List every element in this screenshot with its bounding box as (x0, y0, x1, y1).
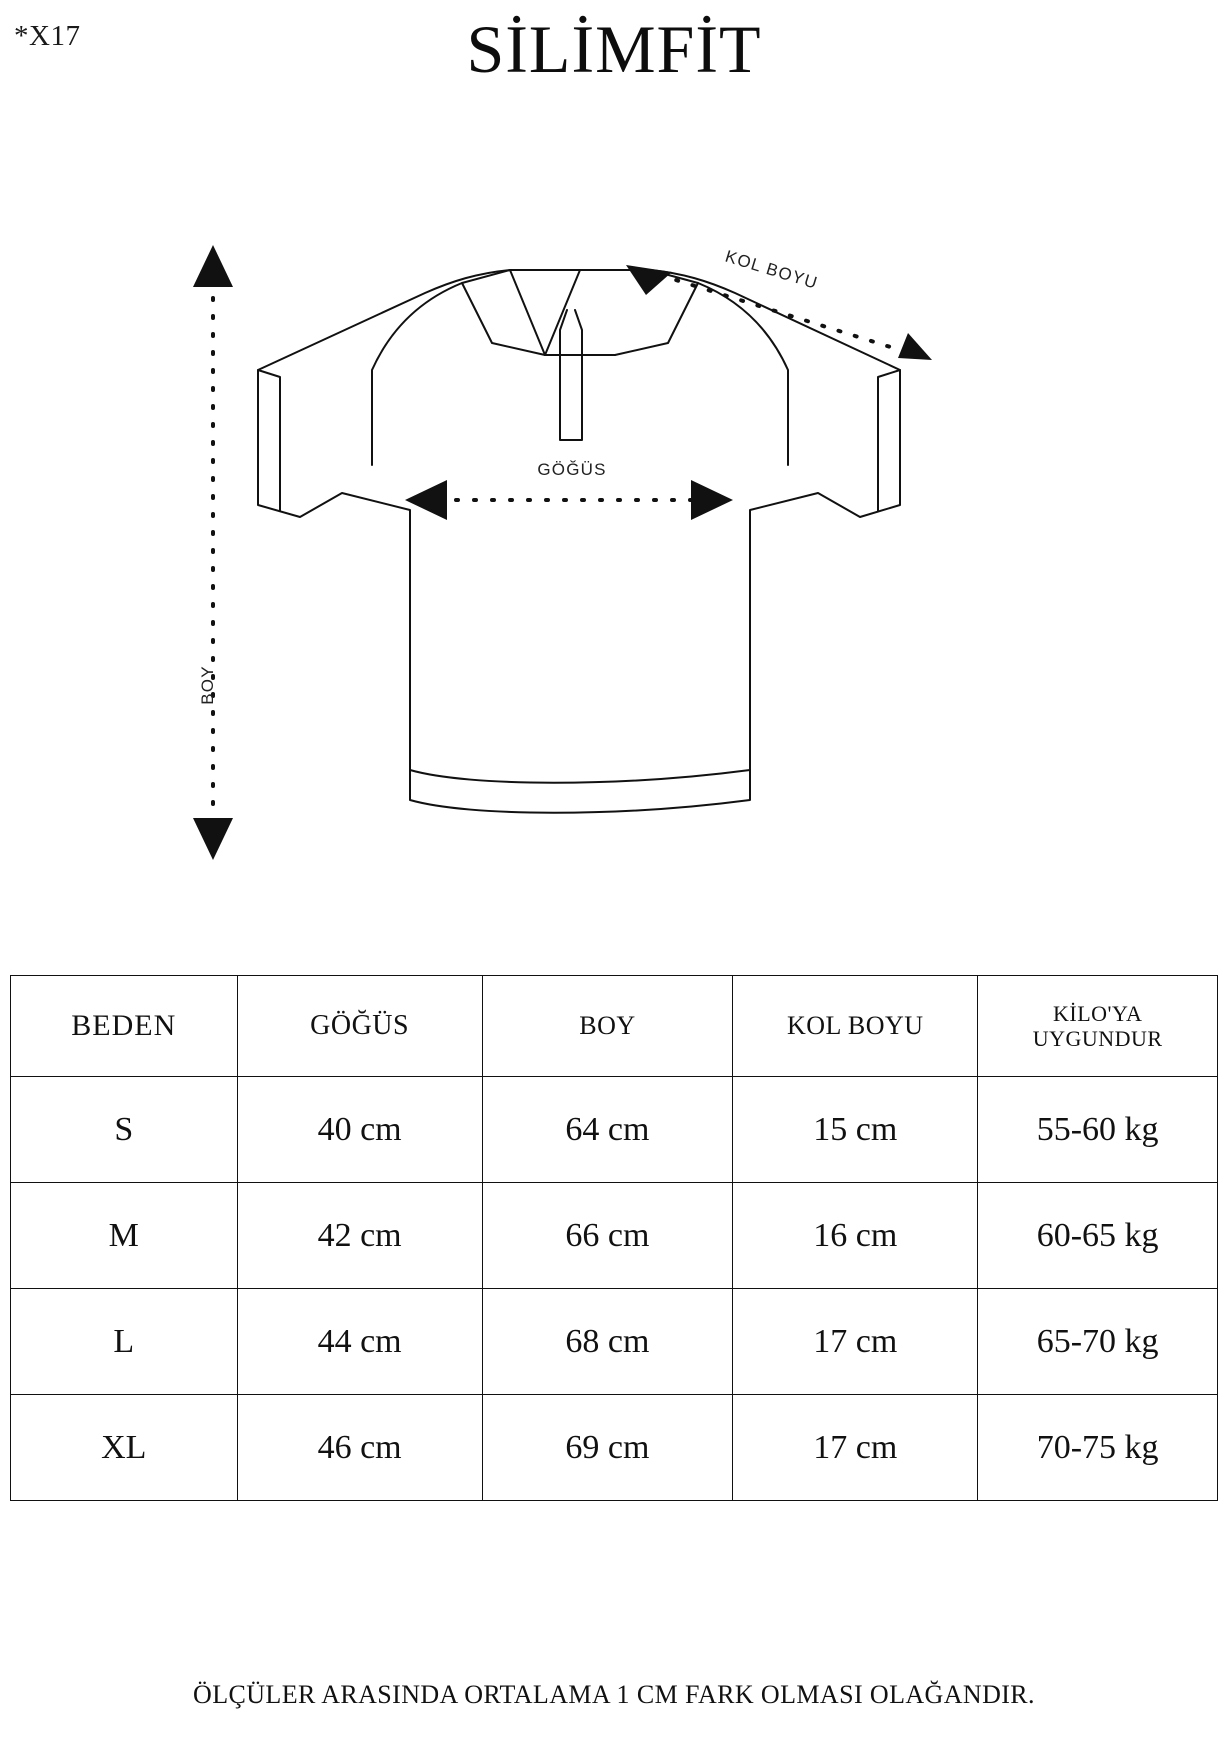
cell-chest: 40 cm (237, 1077, 482, 1183)
cell-weight: 60-65 kg (978, 1183, 1218, 1289)
cell-length: 64 cm (482, 1077, 733, 1183)
column-header-weight-line2: UYGUNDUR (1032, 1026, 1163, 1051)
product-code: *X17 (14, 20, 81, 52)
cell-chest: 44 cm (237, 1289, 482, 1395)
table-row (11, 1395, 1218, 1501)
bottom-hem (410, 770, 750, 783)
column-header-weight (978, 976, 1218, 1077)
length-dimension (193, 245, 233, 860)
size-table (10, 975, 1218, 1501)
cell-sleeve: 17 cm (733, 1395, 978, 1501)
page-title: SİLİMFİT (466, 11, 762, 87)
cell-sleeve: 16 cm (733, 1183, 978, 1289)
cell-chest: 46 cm (237, 1395, 482, 1501)
cell-size: S (11, 1077, 238, 1183)
cell-length: 69 cm (482, 1395, 733, 1501)
table-row (11, 1183, 1218, 1289)
cuff-left (258, 370, 280, 511)
cell-length: 66 cm (482, 1183, 733, 1289)
table-header-row (11, 976, 1218, 1077)
cell-size: L (11, 1289, 238, 1395)
cell-weight: 65-70 kg (978, 1289, 1218, 1395)
cell-sleeve: 17 cm (733, 1289, 978, 1395)
length-label: BOY (198, 665, 217, 705)
cell-length: 68 cm (482, 1289, 733, 1395)
column-header-chest: GÖĞÜS (237, 976, 482, 1077)
table-row (11, 1289, 1218, 1395)
chest-label: GÖĞÜS (537, 460, 607, 479)
button-placket (560, 310, 582, 440)
chest-dimension (405, 460, 733, 520)
column-header-sleeve: KOL BOYU (733, 976, 978, 1077)
cuff-right (878, 370, 900, 511)
cell-sleeve: 15 cm (733, 1077, 978, 1183)
cell-weight: 70-75 kg (978, 1395, 1218, 1501)
cell-weight: 55-60 kg (978, 1077, 1218, 1183)
size-diagram (0, 225, 1228, 945)
table-row (11, 1077, 1218, 1183)
size-table-container (10, 975, 1218, 1501)
column-header-size: BEDEN (11, 976, 238, 1077)
table-footnote: ÖLÇÜLER ARASINDA ORTALAMA 1 CM FARK OLMASI OLAĞANDIR. (193, 1680, 1035, 1709)
sleeve-label: KOL BOYU (722, 246, 821, 293)
column-header-length: BOY (482, 976, 733, 1077)
cell-size: XL (11, 1395, 238, 1501)
sleeve-dimension (626, 247, 932, 360)
column-header-weight-line1: KİLO'YA (1052, 1000, 1143, 1026)
collar-opening (510, 270, 580, 355)
polo-shirt-illustration (0, 225, 1228, 945)
cell-size: M (11, 1183, 238, 1289)
shirt-outline (258, 270, 900, 813)
collar-left (462, 270, 545, 355)
cell-chest: 42 cm (237, 1183, 482, 1289)
